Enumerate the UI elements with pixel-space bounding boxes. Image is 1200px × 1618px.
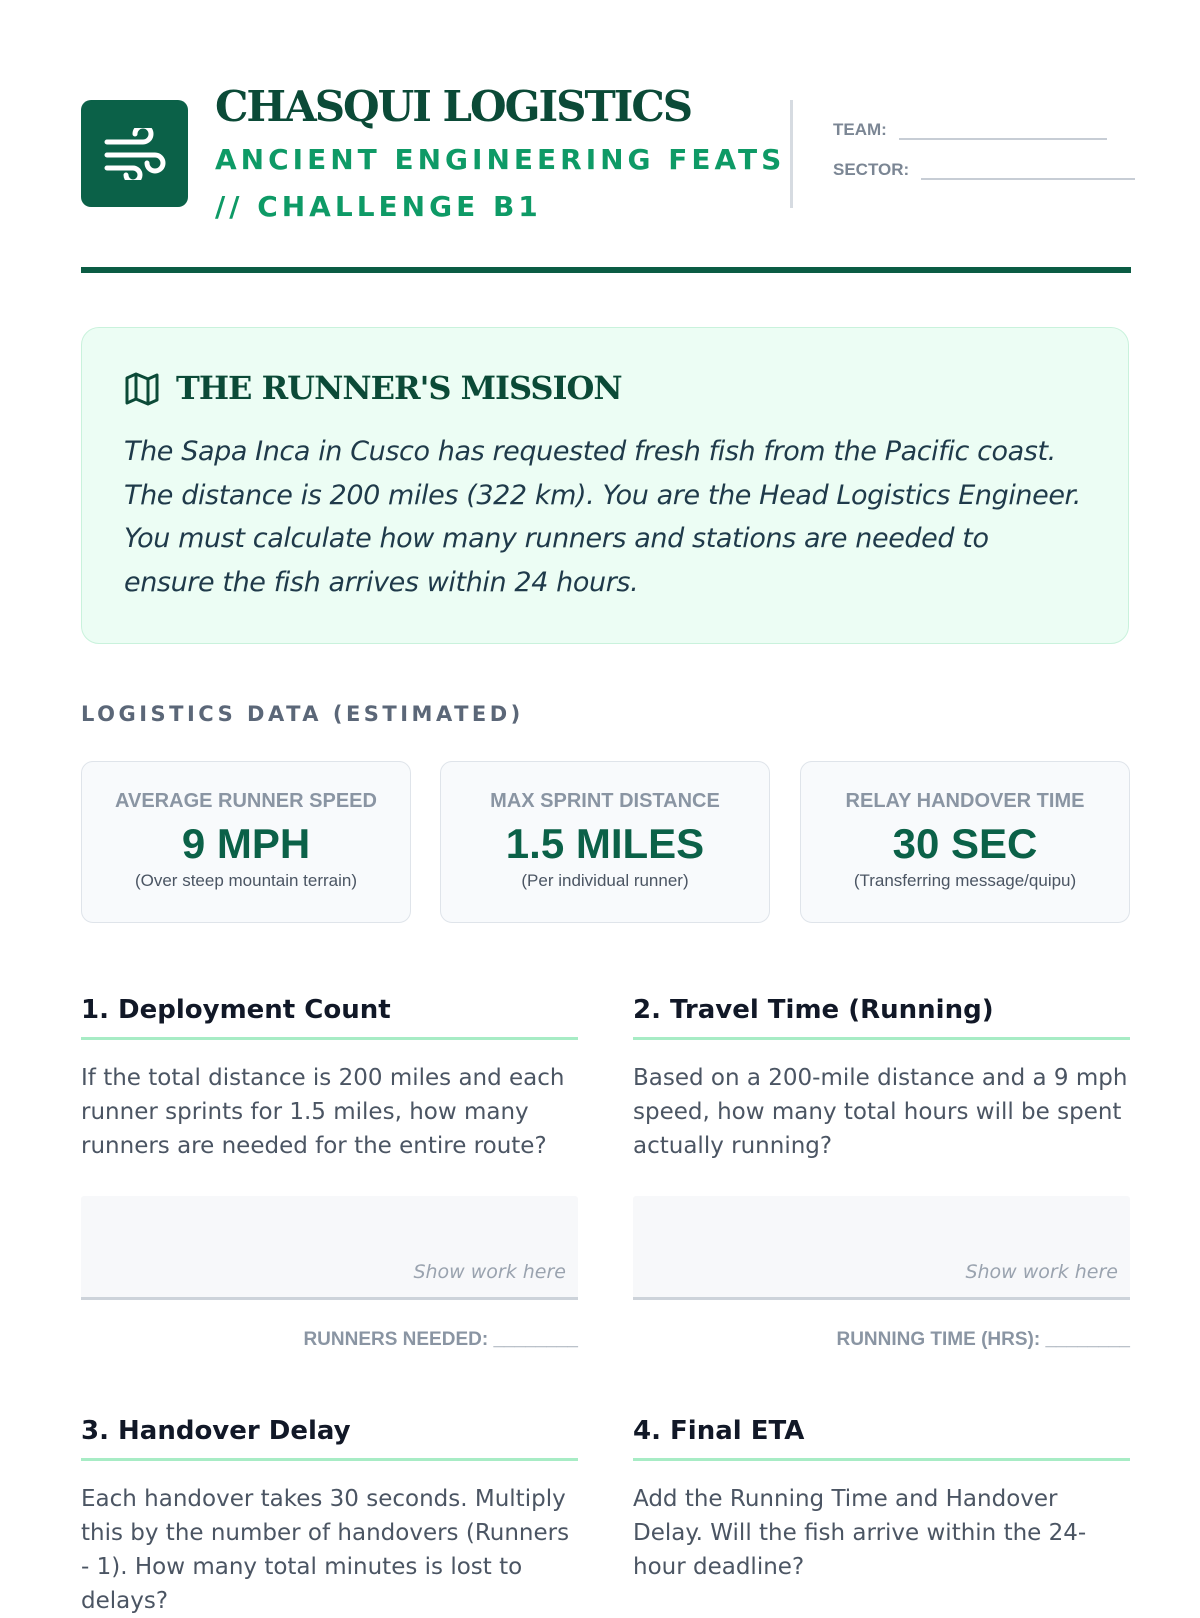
header-rule xyxy=(81,267,1131,273)
question-text: If the total distance is 200 miles and each runner sprints for 1.5 miles, how many runners are needed for the entire route? xyxy=(81,1065,565,1159)
stat-note: (Over steep mountain terrain) xyxy=(134,871,358,890)
header xyxy=(81,82,1131,222)
answer-field[interactable]: RUNNERS NEEDED: ________ xyxy=(303,1329,578,1350)
question-text: Based on a 200-mile distance and a 9 mph speed, how many total hours will be spent actually running? xyxy=(633,1065,1128,1159)
sector-label: SECTOR: xyxy=(833,160,910,179)
sector-input-line[interactable] xyxy=(921,158,1135,180)
mission-title: THE RUNNER'S MISSION xyxy=(176,369,622,407)
question-rule xyxy=(633,1037,1130,1040)
team-field xyxy=(833,118,1107,142)
work-area[interactable] xyxy=(633,1196,1130,1300)
team-input-line[interactable] xyxy=(899,118,1107,140)
stat-card-handover xyxy=(800,761,1130,923)
work-hint: Show work here xyxy=(413,1261,566,1283)
team-label: TEAM: xyxy=(833,120,887,139)
question-text: Each handover takes 30 seconds. Multiply this by the number of handovers (Runners - 1). How many total minutes is lost to delays? xyxy=(81,1486,570,1614)
question-rule xyxy=(81,1037,578,1040)
header-divider xyxy=(790,100,793,208)
question-title: 1. Deployment Count xyxy=(81,995,391,1025)
answer-field[interactable]: RUNNING TIME (HRS): ________ xyxy=(836,1329,1130,1350)
stat-label: MAX SPRINT DISTANCE xyxy=(490,790,720,812)
question-title: 3. Handover Delay xyxy=(81,1416,351,1446)
worksheet-page xyxy=(81,0,1131,1614)
stat-note: (Per individual runner) xyxy=(521,871,689,890)
brand-title: CHASQUI LOGISTICS xyxy=(215,82,692,131)
work-area[interactable] xyxy=(81,1196,578,1300)
wind-icon xyxy=(103,128,167,180)
work-hint: Show work here xyxy=(965,1261,1118,1283)
mission-box xyxy=(81,327,1129,644)
stat-card-speed xyxy=(81,761,411,923)
stat-value: 30 SEC xyxy=(892,820,1038,867)
brand-subtitle: ANCIENT ENGINEERING FEATS // CHALLENGE B1 xyxy=(215,143,786,223)
stat-label: RELAY HANDOVER TIME xyxy=(845,790,1085,812)
stat-note: (Transferring message/quipu) xyxy=(853,871,1077,890)
question-title: 4. Final ETA xyxy=(633,1416,805,1446)
stat-label: AVERAGE RUNNER SPEED xyxy=(115,790,377,812)
stat-value: 1.5 MILES xyxy=(505,820,705,867)
question-title: 2. Travel Time (Running) xyxy=(633,995,994,1025)
question-text: Add the Running Time and Handover Delay. Will the fish arrive within the 24-hour deadline? xyxy=(633,1486,1087,1580)
stat-card-distance xyxy=(440,761,770,923)
map-icon xyxy=(124,372,160,406)
question-rule xyxy=(633,1458,1130,1461)
question-rule xyxy=(81,1458,578,1461)
sector-field xyxy=(833,158,1135,182)
logo xyxy=(81,100,188,207)
stat-value: 9 MPH xyxy=(181,820,311,867)
logistics-label: LOGISTICS DATA (ESTIMATED) xyxy=(81,702,524,726)
mission-text: The Sapa Inca in Cusco has requested fresh fish from the Pacific coast. The distance is 200 miles (322 km). You are the Head Logistics Engineer. You must calculate how many runners and stations are needed to ensure the fish arrives within 24 hours. xyxy=(124,436,1081,598)
